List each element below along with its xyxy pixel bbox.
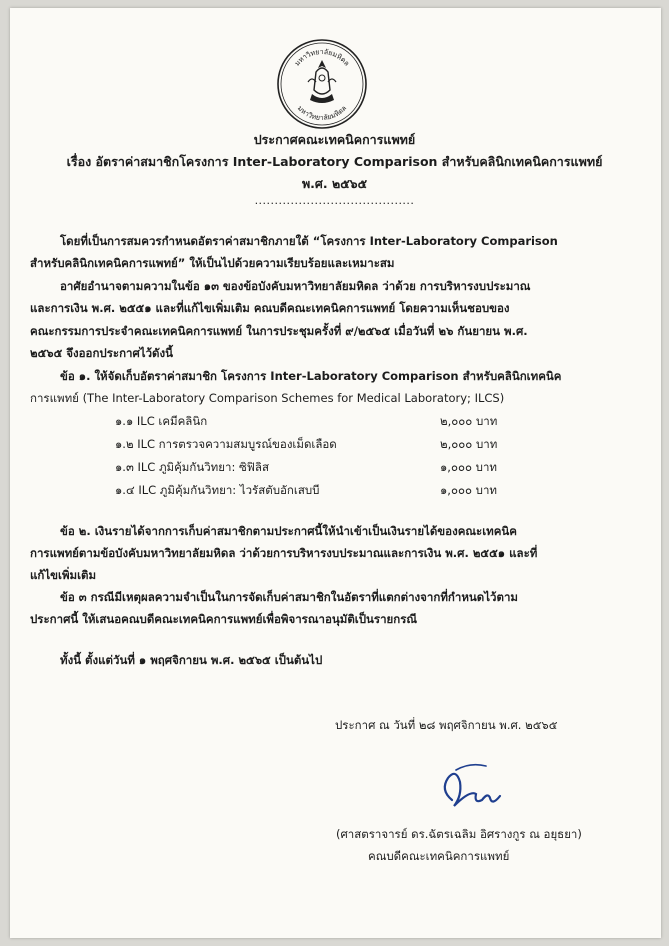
fee-item-price: ๑,๐๐๐ บาท xyxy=(440,460,498,474)
svg-text:มหาวิทยาลัยมหิดล: มหาวิทยาลัยมหิดล xyxy=(295,104,349,123)
university-seal-icon xyxy=(276,38,368,130)
clause-2-line-2: การแพทย์ตามข้อบังคับมหาวิทยาลัยมหิดล ว่าด้วยการบริหารงบประมาณและการเงิน พ.ศ. ๒๕๕๑ และที่ xyxy=(30,546,538,560)
svg-text:มหาวิทยาลัยมหิดล: มหาวิทยาลัยมหิดล xyxy=(293,47,351,68)
effective-date: ทั้งนี้ ตั้งแต่วันที่ ๑ พฤศจิกายน พ.ศ. ๒๕๖๕ เป็นต้นไป xyxy=(60,653,323,667)
handwritten-signature xyxy=(430,760,540,820)
announcement-date: ประกาศ ณ วันที่ ๒๘ พฤศจิกายน พ.ศ. ๒๕๖๕ xyxy=(335,718,558,732)
fee-item-name: ๑.๔ ILC ภูมิคุ้มกันวิทยา: ไวรัสตับอักเสบบี xyxy=(115,483,320,497)
clause-1-line-2: การแพทย์ (The Inter-Laboratory Comparison Schemes for Medical Laboratory; ILCS) xyxy=(30,391,505,405)
paragraph-2-line-2: และการเงิน พ.ศ. ๒๕๕๑ และที่แก้ไขเพิ่มเติม คณบดีคณะเทคนิคการแพทย์ โดยความเห็นชอบของ xyxy=(30,301,510,315)
clause-2-line-1: ข้อ ๒. เงินรายได้จากการเก็บค่าสมาชิกตามประกาศนี้ให้นำเข้าเป็นเงินรายได้ของคณะเทคนิค xyxy=(60,524,517,538)
signer-title: คณบดีคณะเทคนิคการแพทย์ xyxy=(368,849,510,863)
announcement-title: ประกาศคณะเทคนิคการแพทย์ xyxy=(253,132,416,147)
paragraph-1-line-2: สำหรับคลินิกเทคนิคการแพทย์” ให้เป็นไปด้วยความเรียบร้อยและเหมาะสม xyxy=(30,256,395,270)
clause-3-line-1: ข้อ ๓ กรณีมีเหตุผลความจำเป็นในการจัดเก็บค่าสมาชิกในอัตราที่แตกต่างจากที่กำหนดไว้ตาม xyxy=(60,590,518,604)
dotted-separator: ........................................ xyxy=(254,194,415,207)
clause-2-line-3: แก้ไขเพิ่มเติม xyxy=(30,568,97,582)
paragraph-1-line-1: โดยที่เป็นการสมควรกำหนดอัตราค่าสมาชิกภายใต้ “โครงการ Inter-Laboratory Comparison xyxy=(60,234,558,248)
paragraph-2-line-3: คณะกรรมการประจำคณะเทคนิคการแพทย์ ในการประชุมครั้งที่ ๙/๒๕๖๕ เมื่อวันที่ ๒๖ กันยายน พ.ศ. xyxy=(30,324,528,338)
fee-item-price: ๒,๐๐๐ บาท xyxy=(440,414,498,428)
announcement-year: พ.ศ. ๒๕๖๕ xyxy=(301,176,368,191)
clause-1-line-1: ข้อ ๑. ให้จัดเก็บอัตราค่าสมาชิก โครงการ Inter-Laboratory Comparison สำหรับคลินิกเทคนิค xyxy=(60,369,562,383)
clause-3-line-2: ประกาศนี้ ให้เสนอคณบดีคณะเทคนิคการแพทย์เพื่อพิจารณาอนุมัติเป็นรายกรณี xyxy=(30,612,418,626)
fee-item-name: ๑.๑ ILC เคมีคลินิก xyxy=(115,414,208,428)
fee-item-price: ๒,๐๐๐ บาท xyxy=(440,437,498,451)
signer-name: (ศาสตราจารย์ ดร.ฉัตรเฉลิม อิศรางกูร ณ อยุธยา) xyxy=(336,827,582,841)
fee-item-name: ๑.๒ ILC การตรวจความสมบูรณ์ของเม็ดเลือด xyxy=(115,437,337,451)
paragraph-2-line-4: ๒๕๖๕ จึงออกประกาศไว้ดังนี้ xyxy=(30,346,173,360)
fee-item-name: ๑.๓ ILC ภูมิคุ้มกันวิทยา: ซิฟิลิส xyxy=(115,460,269,474)
paragraph-2-line-1: อาศัยอำนาจตามความในข้อ ๑๓ ของข้อบังคับมหาวิทยาลัยมหิดล ว่าด้วย การบริหารงบประมาณ xyxy=(60,279,531,293)
fee-item-price: ๑,๐๐๐ บาท xyxy=(440,483,498,497)
announcement-subject: เรื่อง อัตราค่าสมาชิกโครงการ Inter-Laboratory Comparison สำหรับคลินิกเทคนิคการแพทย์ xyxy=(66,154,603,169)
